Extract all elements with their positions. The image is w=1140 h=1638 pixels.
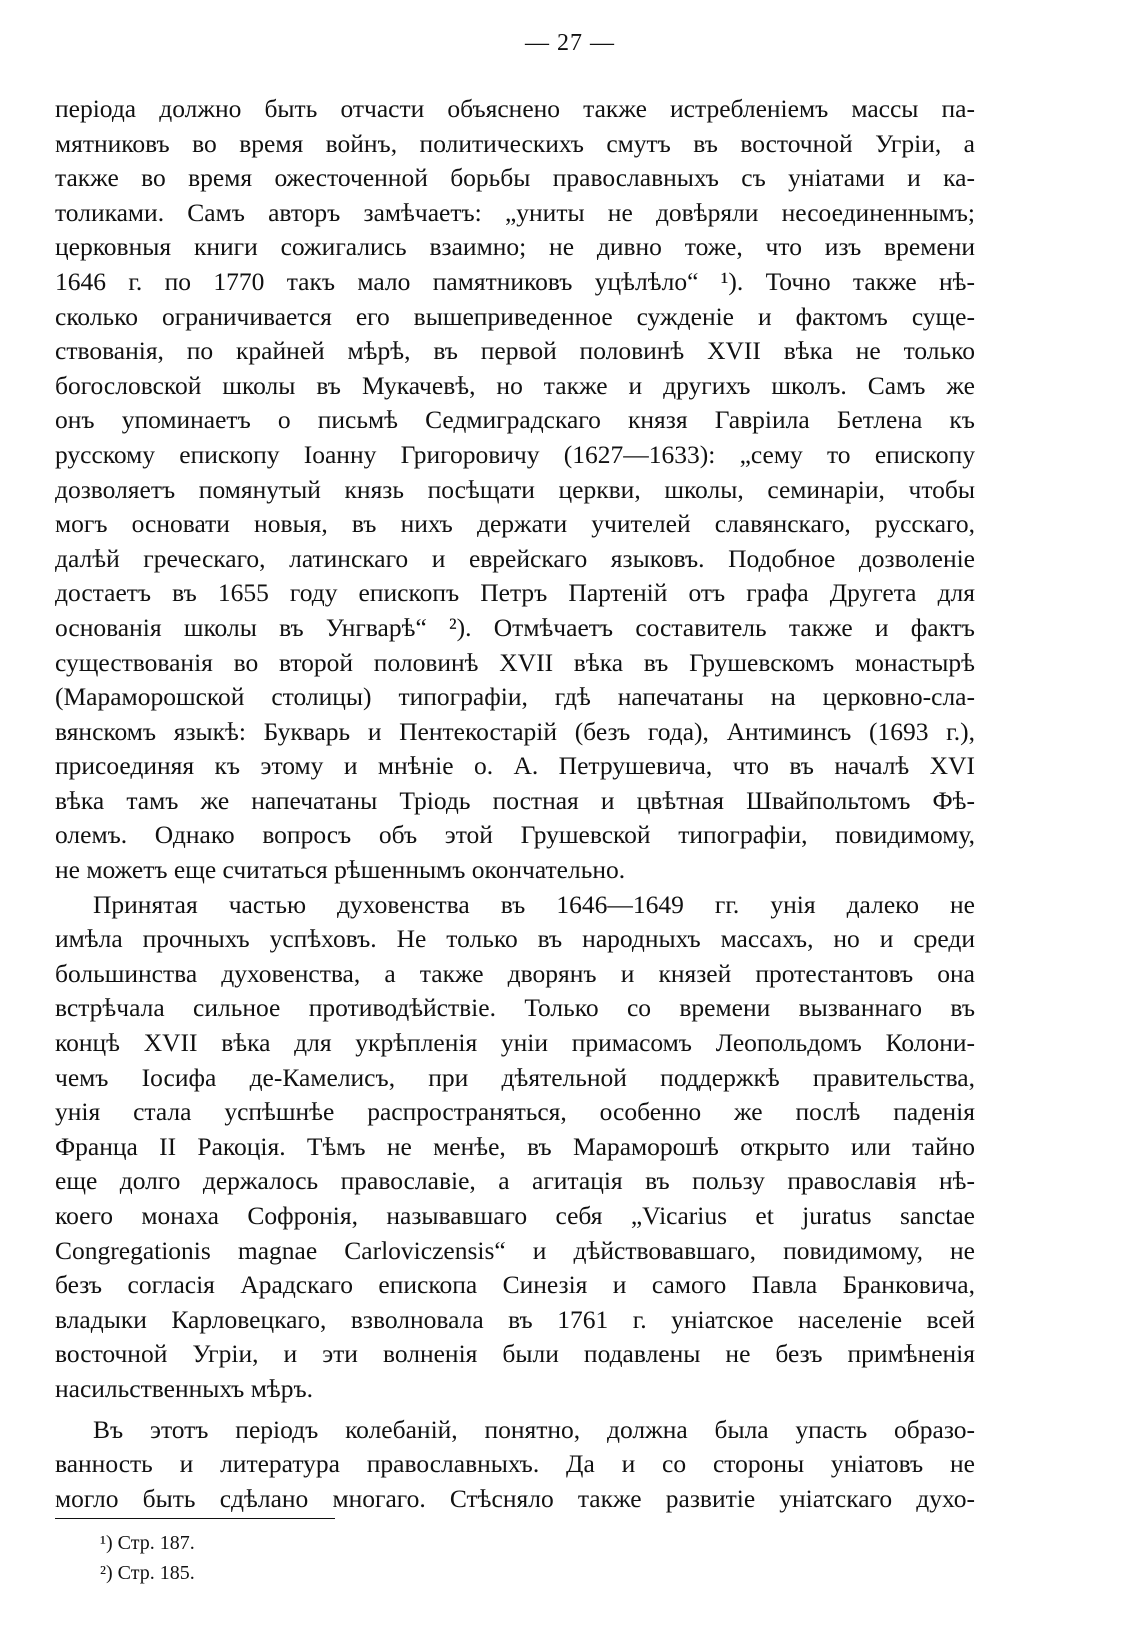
paragraph	[55, 92, 975, 888]
text-line: вѣка тамъ же напечатаны Тріодь постная и цвѣтная Швайпольтомъ Фѣ-	[55, 785, 975, 815]
text-line: вянскомъ языкѣ: Букварь и Пентекостарій (безъ года), Антиминсъ (1693 г.),	[55, 716, 975, 746]
text-line: мятниковъ во время войнъ, политическихъ смутъ въ восточной Угріи, а	[55, 128, 975, 158]
body-text	[55, 92, 975, 1516]
text-line: Франца II Ракоція. Тѣмъ не менѣе, въ Мараморошѣ открыто или тайно	[55, 1131, 975, 1161]
text-line: Принятая частью духовенства въ 1646—1649 гг. унія далеко не	[93, 889, 975, 919]
text-line: далѣй греческаго, латинскаго и еврейскаго языковъ. Подобное дозволеніе	[55, 543, 975, 573]
text-line: 1646 г. по 1770 такъ мало памятниковъ уцѣлѣло“ ¹). Точно также нѣ-	[55, 266, 975, 296]
text-line: ванность и литература православныхъ. Да и со стороны уніатовъ не	[55, 1449, 975, 1479]
text-line: олемъ. Однако вопросъ объ этой Грушевской типографіи, повидимому,	[55, 820, 975, 850]
text-line: унія стала успѣшнѣе распространяться, особенно же послѣ паденія	[55, 1097, 975, 1127]
text-line: толиками. Самъ авторъ замѣчаетъ: „униты не довѣряли несоединеннымъ;	[55, 197, 975, 227]
text-line: Въ этотъ періодъ колебаній, понятно, должна была упасть образо-	[93, 1414, 975, 1444]
text-line: (Мараморошской столицы) типографіи, гдѣ напечатаны на церковно-сла-	[55, 682, 975, 712]
footnote: ¹) Стр. 187.	[100, 1532, 195, 1554]
text-line: достаетъ въ 1655 году епископъ Петръ Партеній отъ графа Другета для	[55, 578, 975, 608]
text-line: присоединяя къ этому и мнѣніе о. А. Петрушевича, что въ началѣ XVI	[55, 751, 975, 781]
text-line: еще долго держалось православіе, а агитація въ пользу православія нѣ-	[55, 1166, 975, 1196]
paragraph	[55, 1413, 975, 1517]
text-line: русскому епископу Іоанну Григоровичу (1627—1633): „сему то епископу	[55, 439, 975, 469]
text-line: коего монаха Софронія, называвшаго себя „Vicarius et juratus sanctae	[55, 1201, 975, 1230]
text-line: встрѣчала сильное противодѣйствіе. Только со времени вызваннаго въ	[55, 993, 975, 1023]
text-line: большинства духовенства, а также дворянъ и князей протестантовъ она	[55, 958, 975, 988]
text-line: насильственныхъ мѣръ.	[55, 1373, 314, 1403]
text-line: сколько ограничивается его вышеприведенное сужденіе и фактомъ суще-	[55, 301, 975, 331]
text-line: церковныя книги сожигались взаимно; не дивно тоже, что изъ времени	[55, 232, 975, 262]
text-line: дозволяетъ помянутый князь посѣщати церкви, школы, семинаріи, чтобы	[55, 474, 975, 504]
text-line: не можетъ еще считаться рѣшеннымъ окончательно.	[55, 855, 626, 885]
text-line: могло быть сдѣлано многаго. Стѣсняло также развитіе уніатскаго духо-	[55, 1483, 975, 1513]
footnotes	[100, 1528, 195, 1588]
text-line: основанія школы въ Унгварѣ“ ²). Отмѣчаетъ составитель также и фактъ	[55, 612, 975, 642]
text-line: ствованія, по крайней мѣрѣ, въ первой половинѣ XVII вѣка не только	[55, 336, 975, 366]
text-line: также во время ожесточенной борьбы православныхъ съ уніатами и ка-	[55, 163, 975, 193]
text-line: концѣ XVII вѣка для укрѣпленія уніи примасомъ Леопольдомъ Колони-	[55, 1028, 975, 1058]
footnote-divider	[55, 1518, 335, 1519]
footnote: ²) Стр. 185.	[100, 1562, 195, 1584]
text-line: Congregationis magnae Carloviczensis“ и дѣйствовавшаго, повидимому, не	[55, 1235, 975, 1265]
text-line: имѣла прочныхъ успѣховъ. Не только въ народныхъ массахъ, но и среди	[55, 924, 975, 954]
text-line: существованія во второй половинѣ XVII вѣка въ Грушевскомъ монастырѣ	[55, 647, 975, 677]
text-line: владыки Карловецкаго, взволновала въ 1761 г. уніатское населеніе всей	[55, 1304, 975, 1334]
text-line: періода должно быть отчасти объяснено также истребленіемъ массы па-	[55, 94, 975, 123]
text-line: онъ упоминаетъ о письмѣ Седмиградскаго князя Гавріила Бетлена къ	[55, 405, 975, 435]
text-line: чемъ Іосифа де-Камелисъ, при дѣятельной поддержкѣ правительства,	[55, 1062, 975, 1092]
text-line: безъ согласія Арадскаго епископа Синезія и самого Павла Бранковича,	[55, 1270, 975, 1300]
text-line: богословской школы въ Мукачевѣ, но также и другихъ школъ. Самъ же	[55, 370, 975, 400]
page-number: — 27 —	[525, 30, 615, 56]
paragraph	[55, 888, 975, 1407]
text-line: восточной Угріи, и эти волненія были подавлены не безъ примѣненія	[55, 1339, 975, 1369]
text-line: могъ основати новыя, въ нихъ держати учителей славянскаго, русскаго,	[55, 509, 975, 539]
